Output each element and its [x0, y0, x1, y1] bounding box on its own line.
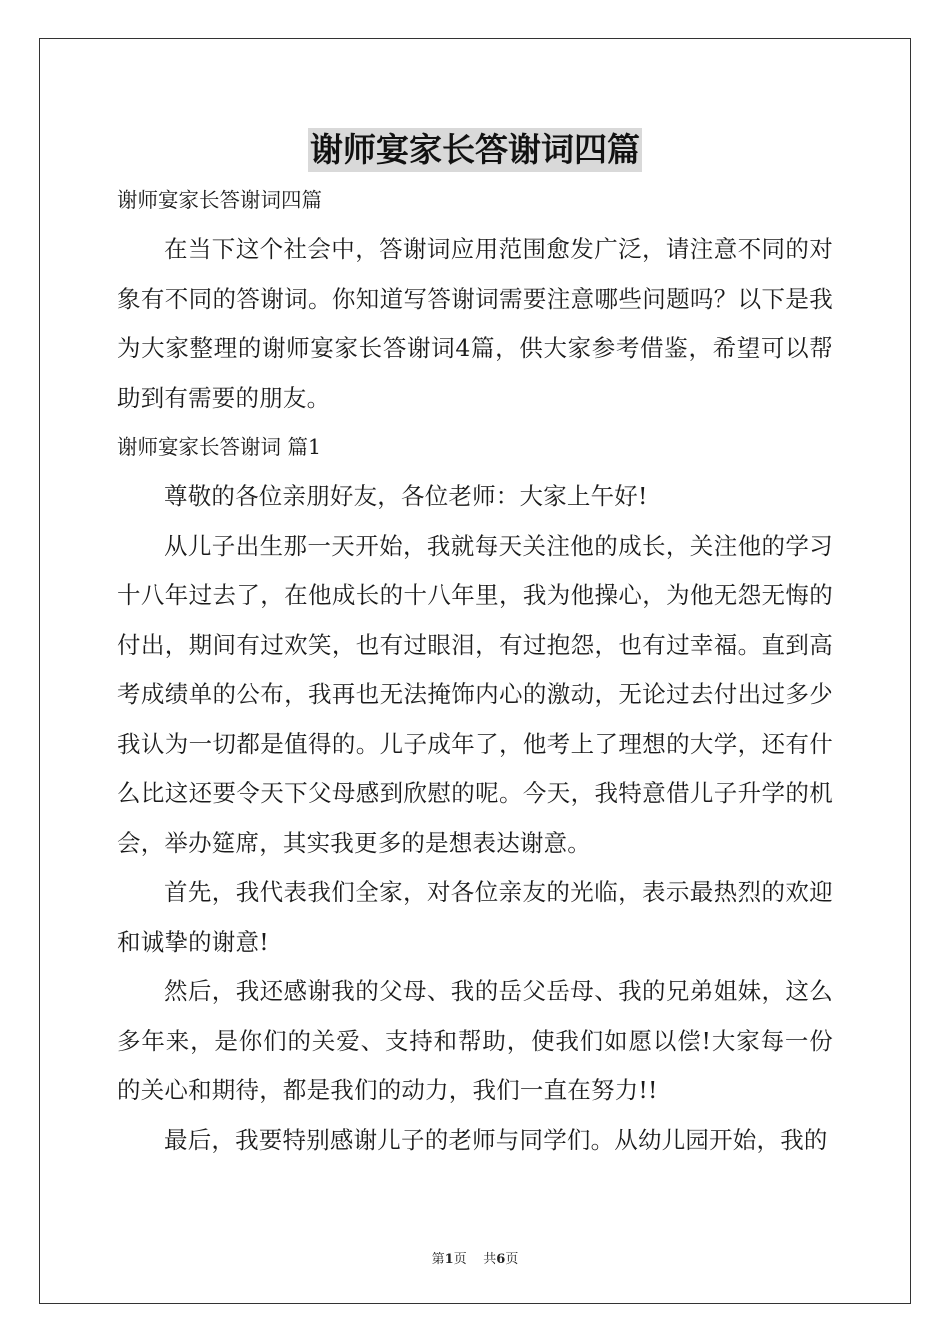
total-suffix: 页 — [505, 1252, 519, 1267]
total-page-count: 6 — [496, 1252, 506, 1267]
total-prefix: 共 — [483, 1252, 497, 1267]
body-paragraph: 首先，我代表我们全家，对各位亲友的光临，表示最热烈的欢迎和诚挚的谢意! — [117, 878, 833, 956]
current-page-number: 1 — [444, 1252, 454, 1267]
page-prefix: 第 — [431, 1252, 445, 1267]
intro-paragraph: 在当下这个社会中，答谢词应用范围愈发广泛，请注意不同的对象有不同的答谢词。你知道写答谢词需要注意哪些问题吗？以下是我为大家整理的谢师宴家长答谢词4篇，供大家参考借鉴，希望可以帮助到有需要的朋友。 — [117, 235, 833, 412]
document-subtitle: 谢师宴家长答谢词四篇 — [117, 188, 322, 212]
body-paragraph: 最后，我要特别感谢儿子的老师与同学们。从幼儿园开始，我的 — [164, 1125, 828, 1154]
page-suffix: 页 — [453, 1252, 467, 1267]
body-paragraph: 然后，我还感谢我的父母、我的岳父岳母、我的兄弟姐妹，这么多年来，是你们的关爱、支持和帮助，使我们如愿以偿!大家每一份的关心和期待，都是我们的动力，我们一直在努力!! — [117, 977, 833, 1104]
body-paragraph: 从儿子出生那一天开始，我就每天关注他的成长，关注他的学习十八年过去了，在他成长的十八年里，我为他操心，为他无怨无悔的付出，期间有过欢笑，也有过眼泪，有过抱怨，也有过幸福。直到高考成绩单的公布，我再也无法掩饰内心的激动，无论过去付出过多少我认为一切都是值得的。儿子成年了，他考上了理想的大学，还有什么比这还要令天下父母感到欣慰的呢。今天，我特意借儿子升学的机会，举办筵席，其实我更多的是想表达谢意。 — [117, 531, 833, 857]
title-container — [0, 128, 950, 172]
page-footer — [0, 1248, 950, 1267]
document-title: 谢师宴家长答谢词四篇 — [308, 128, 642, 172]
body-paragraph: 尊敬的各位亲朋好友，各位老师：大家上午好! — [164, 482, 648, 510]
document-body — [117, 176, 833, 1165]
section-heading: 谢师宴家长答谢词 篇1 — [117, 435, 322, 459]
